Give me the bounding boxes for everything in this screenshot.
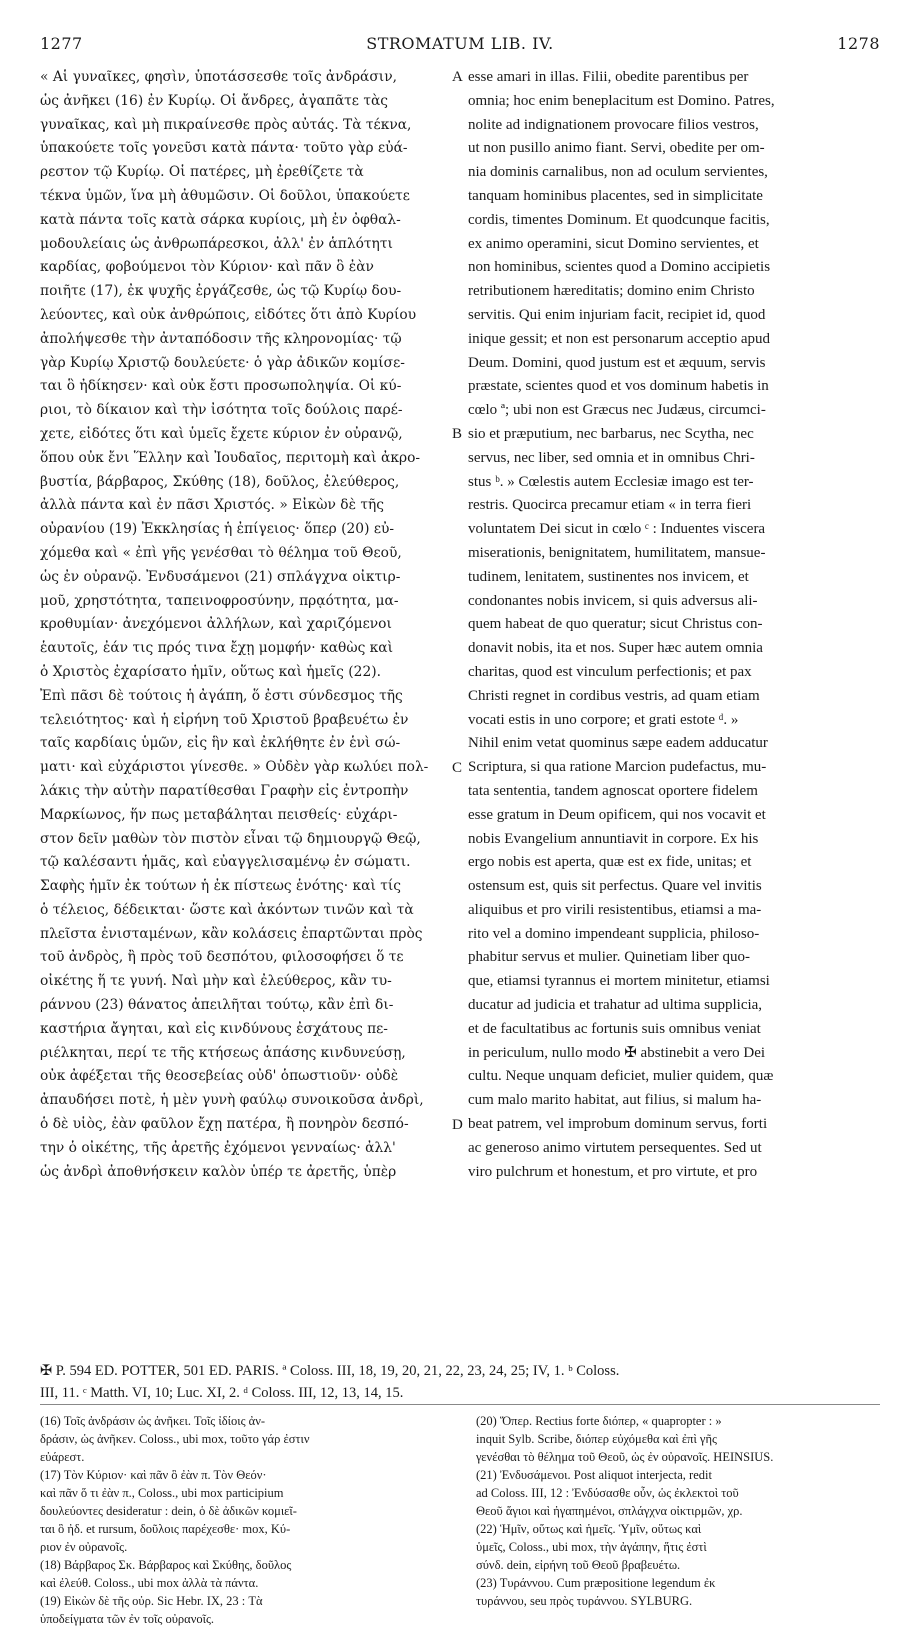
greek-text-line: γυναῖκας, καὶ μὴ πικραίνεσθε πρὸς αὐτάς. Τὰ τέκνα, [40, 116, 412, 133]
section-marker-c: C [452, 760, 463, 776]
latin-text-line: voluntatem Dei sicut in cœlo ᶜ : Induentes viscera [468, 521, 766, 538]
latin-text-line: phabitur servus et mulier. Quinetiam liber quo- [468, 949, 751, 966]
footnote-line: δουλεύοντες desideratur : dein, ὁ δὲ ἀδικῶν κομιεῖ- [40, 1504, 297, 1518]
latin-text-line: ergo nobis est aperta, quæ est ex fide, unitas; et [468, 854, 752, 871]
latin-text-line: rito vel a domino impendeant supplicia, philoso- [468, 925, 760, 942]
footnote-line: ται ὃ ἠδ. et rursum, δοῦλοις παρέχεσθε· mox, Κύ- [40, 1522, 291, 1536]
greek-text-line: λάκις τὴν αὐτὴν παρατίθεσθαι Γραφὴν εἰς ἐντροπὴν [40, 782, 409, 799]
latin-text-line: Scriptura, si qua ratione Marcion pudefactus, mu- [468, 759, 767, 776]
footnote-line: inquit Sylb. Scribe, διόπερ εὐχόμεθα καὶ ἐπὶ γῆς [476, 1432, 717, 1446]
latin-text-line: nia dominis carnalibus, non ad oculum servientes, [468, 164, 768, 181]
latin-text-line: servitis. Qui enim injuriam facit, recipiet id, quod [468, 306, 766, 323]
latin-text-line: que, etiamsi tyrannus ei mortem minitetur, etiamsi [468, 973, 770, 990]
greek-text-line: ρεστον τῷ Κυρίῳ. Οἱ πατέρες, μὴ ἐρεθίζετε τὰ [40, 164, 364, 181]
footnote-line: δράσιν, ὡς ἀνῆκεν. Coloss., ubi mox, τοῦτο γάρ ἐστιν [40, 1432, 310, 1446]
greek-text-line: ἀπολήψεσθε τὴν ἀνταπόδοσιν τῆς κληρονομίας· τῷ [40, 330, 402, 347]
footnotes-left-column [40, 1412, 450, 1628]
latin-text-line: ducatur ad judicia et trahatur ad ultima supplicia, [468, 997, 763, 1014]
latin-text-line: servus, nec liber, sed omnia et in omnibus Chri- [468, 449, 755, 466]
footnote-line: ριον ἐν οὐρανοῖς. [40, 1540, 128, 1554]
greek-text-line: οἰκέτης ἥ τε γυνή. Ναὶ μὴν καὶ ἐλεύθερος, κἂν τυ- [40, 973, 392, 990]
greek-text-line: ὁ τέλειος, δέδεικται· ὥστε καὶ ἀκόντων τινῶν καὶ τὰ [40, 901, 414, 918]
footnote-line: τυράννου, seu πρὸς τυράννου. SYLBURG. [476, 1594, 693, 1608]
latin-text-line: in periculum, nullo modo ✠ abstinebit a vero Dei [468, 1044, 766, 1061]
latin-text-line: præstate, scientes quod et vos dominum habetis in [468, 378, 769, 395]
greek-text-line: τῷ καλέσαντι ἡμᾶς, καὶ εὐαγγελισαμένῳ ἐν σώματι. [40, 854, 411, 871]
latin-text-line: non hominibus, scientes quod a Domino accipietis [468, 259, 771, 276]
footnotes-right-column [476, 1412, 886, 1610]
greek-text-line: χόμεθα καὶ « ἐπὶ γῆς γενέσθαι τὸ θέλημα τοῦ Θεοῦ, [40, 544, 402, 561]
latin-text-line: ac generoso animo virtutem persequentes. Sed ut [468, 1139, 762, 1156]
greek-text-line: οὐκ ἀφέξεται τῆς θεοσεβείας οὐδ' ὁπωστιοῦν· οὐδὲ [40, 1068, 399, 1085]
footnote-line: (18) Βάρβαρος Σκ. Βάρβαρος καὶ Σκύθης, δοῦλος [40, 1558, 292, 1572]
latin-text-line: Deum. Domini, quod justum est et æquum, servis [468, 354, 766, 371]
latin-text-line: Nihil enim vetat quominus sæpe eadem adducatur [468, 735, 768, 752]
footnote-line: ὑμεῖς, Coloss., ubi mox, τὴν ἀγάπην, ἥτις ἐστὶ [476, 1540, 707, 1554]
footnote-line: εὐάρεστ. [40, 1450, 85, 1464]
greek-text-line: Μαρκίωνος, ἥν πως μεταβάληται πεισθείς· εὐχάρι- [40, 806, 398, 823]
footnote-line: Θεοῦ ἅγιοι καὶ ἠγαπημένοι, σπλάγχνα οἰκτιρμῶν, χρ. [476, 1504, 743, 1518]
greek-text-line: ριοι, τὸ δίκαιον καὶ τὴν ἰσότητα τοῖς δούλοις παρέ- [40, 402, 403, 419]
greek-text-line: Ἐπὶ πᾶσι δὲ τούτοις ἡ ἀγάπη, ὅ ἐστι σύνδεσμος τῆς [40, 687, 403, 704]
latin-text-line: stus ᵇ. » Cœlestis autem Ecclesiæ imago est ter- [468, 473, 754, 490]
greek-text-line: βυστία, βάρβαρος, Σκύθης (18), δοῦλος, ἐλεύθερος, [40, 473, 400, 490]
greek-text-line: τελειότητος· καὶ ἡ εἰρήνη τοῦ Χριστοῦ βραβευέτω ἐν [40, 711, 409, 728]
greek-text-line: ὅπου οὐκ ἔνι Ἕλλην καὶ Ἰουδαῖος, περιτομὴ καὶ ἀκρο- [40, 449, 421, 466]
running-title: STROMATUM LIB. IV. [366, 34, 554, 53]
greek-text-line: χετε, εἰδότες ὅτι καὶ ὑμεῖς ἔχετε κύριον ἐν οὐρανῷ, [40, 425, 403, 442]
latin-text-line: vocati estis in uno corpore; et grati estote ᵈ. » [468, 711, 739, 728]
page-header [40, 34, 880, 56]
greek-text-line: ἑαυτοῖς, ἐάν τις πρός τινα ἔχῃ μομφήν· καθὼς καὶ [40, 640, 394, 657]
latin-text-line: tudinem, lenitatem, sustinentes nos invicem, et [468, 568, 749, 585]
greek-text-line: ὑπακούετε τοῖς γονεῦσι κατὰ πάντα· τοῦτο γὰρ εὐά- [40, 140, 408, 157]
footnote-line: καὶ ἐλεύθ. Coloss., ubi mox ἀλλὰ τὰ πάντα. [40, 1576, 259, 1590]
latin-text-line: miserationis, benignitatem, humilitatem, mansue- [468, 544, 766, 561]
greek-text-line: ἀλλὰ πάντα καὶ ἐν πᾶσι Χριστός. » Εἰκὼν δὲ τῆς [40, 497, 384, 514]
greek-text-line: ματι· καὶ εὐχάριστοι γίνεσθε. » Οὐδὲν γὰρ κωλύει πολ- [40, 759, 429, 776]
footnote-line: (19) Εἰκὼν δὲ τῆς οὐρ. Sic Hebr. IX, 23 : Τὰ [40, 1594, 263, 1608]
latin-text-line: et de facultatibus ac fortunis suis omnibus veniat [468, 1020, 761, 1037]
latin-text-line: donavit nobis, ita et nos. Super hæc autem omnia [468, 640, 763, 657]
latin-text-line: sio et præputium, nec barbarus, nec Scytha, nec [468, 425, 754, 442]
greek-text-line: μοῦ, χρηστότητα, ταπεινοφροσύνην, πρᾳότητα, μα- [40, 592, 399, 609]
greek-text-line: ὡς ἐν οὐρανῷ. Ἐνδυσάμενοι (21) σπλάγχνα οἰκτιρ- [40, 568, 401, 585]
greek-text-line: ἀπαυδήσει ποτὲ, ἡ μὲν γυνὴ φαύλῳ συνοικοῦσα ἀνδρὶ, [40, 1092, 424, 1109]
greek-text-line: ὁ Χριστὸς ἐχαρίσατο ἡμῖν, οὕτως καὶ ἡμεῖς (22). [40, 663, 382, 680]
footnote-line: ad Coloss. III, 12 : Ἐνδύσασθε οὖν, ὡς ἐκλεκτοὶ τοῦ [476, 1486, 739, 1500]
latin-text-line: aliquibus et pro virili resistentibus, etiamsi a ma- [468, 901, 762, 918]
footnote-line: ὑποδείγματα τῶν ἐν τοῖς οὐρανοῖς. [40, 1612, 215, 1626]
greek-text-line: ὡς ἀνῆκει (16) ἐν Κυρίῳ. Οἱ ἄνδρες, ἀγαπᾶτε τὰς [40, 92, 389, 109]
greek-text-line: ράννου (23) θάνατος ἀπειλῆται τούτῳ, κἂν ἐπὶ δι- [40, 997, 394, 1014]
footnote-line: γενέσθαι τὸ θέλημα τοῦ Θεοῦ, ὡς ἐν οὐρανοῖς. HEINSIUS. [476, 1450, 774, 1464]
greek-text-line: ὁ δὲ υἱὸς, ἐὰν φαῦλον ἔχῃ πατέρα, ἢ πονηρὸν δεσπό- [40, 1116, 409, 1133]
greek-text-line: Σαφὴς ἡμῖν ἐκ τούτων ἡ ἐκ πίστεως ἑνότης· καὶ τίς [40, 878, 402, 895]
section-marker-a: A [452, 69, 463, 85]
latin-text-column [468, 66, 880, 1184]
footnote-line: σύνδ. dein, εἰρήνη τοῦ Θεοῦ βραβευέτω. [476, 1558, 681, 1572]
latin-text-line: quem habeat de quo queratur; sicut Christus con- [468, 616, 763, 633]
latin-text-line: viro pulchrum et honestum, et pro virtute, et pro [468, 1163, 758, 1180]
greek-text-line: τοῦ ἀνδρὸς, ἢ πρὸς τοῦ δεσπότου, φιλοσοφήσει ὅ τε [40, 949, 404, 966]
greek-text-line: γὰρ Κυρίῳ Χριστῷ δουλεύετε· ὁ γὰρ ἀδικῶν κομίσε- [40, 354, 405, 371]
footnote-line: (21) Ἐνδυσάμενοι. Post aliquot interjecta, redit [476, 1468, 712, 1482]
latin-text-line: esse gratum in Deum opificem, qui nos vocavit et [468, 806, 766, 823]
footnote-line: (17) Τὸν Κύριον· καὶ πᾶν ὃ ἐὰν π. Τὸν Θεόν· [40, 1468, 267, 1482]
latin-text-line: restris. Quocirca precamur etiam « in terra fieri [468, 497, 752, 514]
greek-text-line: καστήρια ἄγηται, καὶ εἰς κινδύνους ἐσχάτους πε- [40, 1020, 388, 1037]
greek-text-line: ριέλκηται, περί τε τῆς κτήσεως ἁπάσης κινδυνεύσῃ, [40, 1044, 406, 1061]
greek-text-line: ποιῆτε (17), ἐκ ψυχῆς ἐργάζεσθε, ὡς τῷ Κυρίῳ δου- [40, 283, 402, 300]
greek-text-line: κατὰ πάντα τοῖς κατὰ σάρκα κυρίοις, μὴ ἐν ὀφθαλ- [40, 211, 401, 228]
latin-text-line: cultu. Neque unquam deficiet, mulier quidem, quæ [468, 1068, 774, 1085]
footnote-divider [40, 1404, 880, 1405]
footnote-line: (22) Ἡμῖν, οὕτως καὶ ἡμεῖς. Ὑμῖν, οὕτως καὶ [476, 1522, 702, 1536]
greek-text-line: ταῖς καρδίαις ὑμῶν, εἰς ἣν καὶ ἐκλήθητε ἐν ἑνὶ σώ- [40, 735, 401, 752]
latin-text-line: esse amari in illas. Filii, obedite parentibus per [468, 69, 749, 85]
section-marker-b: B [452, 426, 463, 442]
greek-text-line: μοδουλείαις ὡς ἀνθρωπάρεσκοι, ἀλλ' ἐν ἁπλότητι [40, 235, 393, 252]
latin-text-line: tanquam hominibus placentes, sed in simplicitate [468, 187, 763, 204]
latin-text-line: cœlo ª; ubi non est Græcus nec Judæus, circumci- [468, 402, 766, 419]
greek-text-line: κροθυμίαν· ἀνεχόμενοι ἀλλήλων, καὶ χαριζόμενοι [40, 616, 392, 633]
latin-text-line: cordis, timentes Dominum. Et quodcunque facitis, [468, 211, 770, 228]
latin-text-line: beat patrem, vel improbum dominum servus, forti [468, 1116, 768, 1133]
greek-text-line: λεύοντες, καὶ οὐκ ἀνθρώποις, εἰδότες ὅτι ἀπὸ Κυρίου [40, 306, 417, 323]
latin-text-line: inique gessit; et non est personarum acceptio apud [468, 330, 770, 347]
greek-text-line: πλεῖστα ἐνισταμένων, κἂν κολάσεις ἐπαρτῶνται πρὸς [40, 925, 423, 942]
page-number-left: 1277 [40, 34, 83, 53]
section-marker-d: D [452, 1117, 463, 1133]
footnote-line: (23) Τυράννου. Cum præpositione legendum ἐκ [476, 1576, 716, 1590]
latin-text-line: Christi regnet in cordibus vestris, ad quam etiam [468, 687, 760, 704]
latin-text-line: ostensum est, quis sit perfectus. Quare vel invitis [468, 878, 762, 895]
latin-text-line: omnia; hoc enim beneplacitum est Domino. Patres, [468, 92, 775, 109]
greek-text-line: τέκνα ὑμῶν, ἵνα μὴ ἀθυμῶσιν. Οἱ δοῦλοι, ὑπακούετε [40, 187, 410, 204]
latin-text-line: charitas, quod est vinculum perfectionis; et pax [468, 663, 752, 680]
footnote-line: (20) Ὅπερ. Rectius forte διόπερ, « quapropter : » [476, 1414, 722, 1428]
latin-text-line: nobis Evangelium annuntiavit in corpore. Ex his [468, 830, 759, 847]
greek-text-line: στον δεῖν μαθὼν τὸν πιστὸν εἶναι τῷ δημιουργῷ Θεῷ, [40, 830, 421, 847]
footnote-line: καὶ πᾶν ὅ τι ἐὰν π., Coloss., ubi mox participium [40, 1486, 284, 1500]
latin-text-line: retributionem hæreditatis; domino enim Christo [468, 283, 755, 300]
greek-text-column [40, 66, 463, 1184]
greek-text-line: την ὁ οἰκέτης, τῆς ἀρετῆς ἐχόμενοι γενναίως· ἀλλ' [40, 1139, 396, 1156]
greek-text-line: καρδίας, φοβούμενοι τὸν Κύριον· καὶ πᾶν ὃ ἐὰν [40, 259, 374, 276]
footnote-line: (16) Τοῖς ἀνδράσιν ὡς ἀνῆκει. Τοῖς ἰδίοις ἀν- [40, 1414, 266, 1428]
page-number-right: 1278 [837, 34, 880, 53]
greek-text-line: οὐρανίου (19) Ἐκκλησίας ἡ ἐπίγειος· ὅπερ (20) εὐ- [40, 521, 395, 538]
source-reference-line: III, 11. ᶜ Matth. VI, 10; Luc. XI, 2. ᵈ Coloss. III, 12, 13, 14, 15. [40, 1385, 404, 1401]
latin-text-line: tata sententia, tandem agnoscat oportere fidelem [468, 782, 758, 799]
greek-text-line: ὡς ἀνδρὶ ἀποθνήσκειν καλὸν ὑπέρ τε ἀρετῆς, ὑπὲρ [40, 1163, 397, 1180]
latin-text-line: cum malo marito habitat, aut filius, si malum ha- [468, 1092, 762, 1109]
latin-text-line: ut non pusillo animo fiant. Servi, obedite per om- [468, 140, 765, 157]
greek-text-line: « Αἱ γυναῖκες, φησὶν, ὑποτάσσεσθε τοῖς ἀνδράσιν, [40, 69, 397, 85]
source-reference-line: ✠ P. 594 ED. POTTER, 501 ED. PARIS. ª Coloss. III, 18, 19, 20, 21, 22, 23, 24, 25; IV, 1. ᵇ Coloss. [40, 1363, 620, 1379]
latin-text-line: condonantes nobis invicem, si quis adversus ali- [468, 592, 758, 609]
greek-text-line: ται ὃ ἠδίκησεν· καὶ οὐκ ἔστι προσωποληψία. Οἱ κύ- [40, 378, 402, 395]
latin-text-line: ex animo operamini, sicut Domino servientes, et [468, 235, 759, 252]
source-references [40, 1360, 880, 1404]
latin-text-line: nolite ad indignationem provocare filios vestros, [468, 116, 759, 133]
